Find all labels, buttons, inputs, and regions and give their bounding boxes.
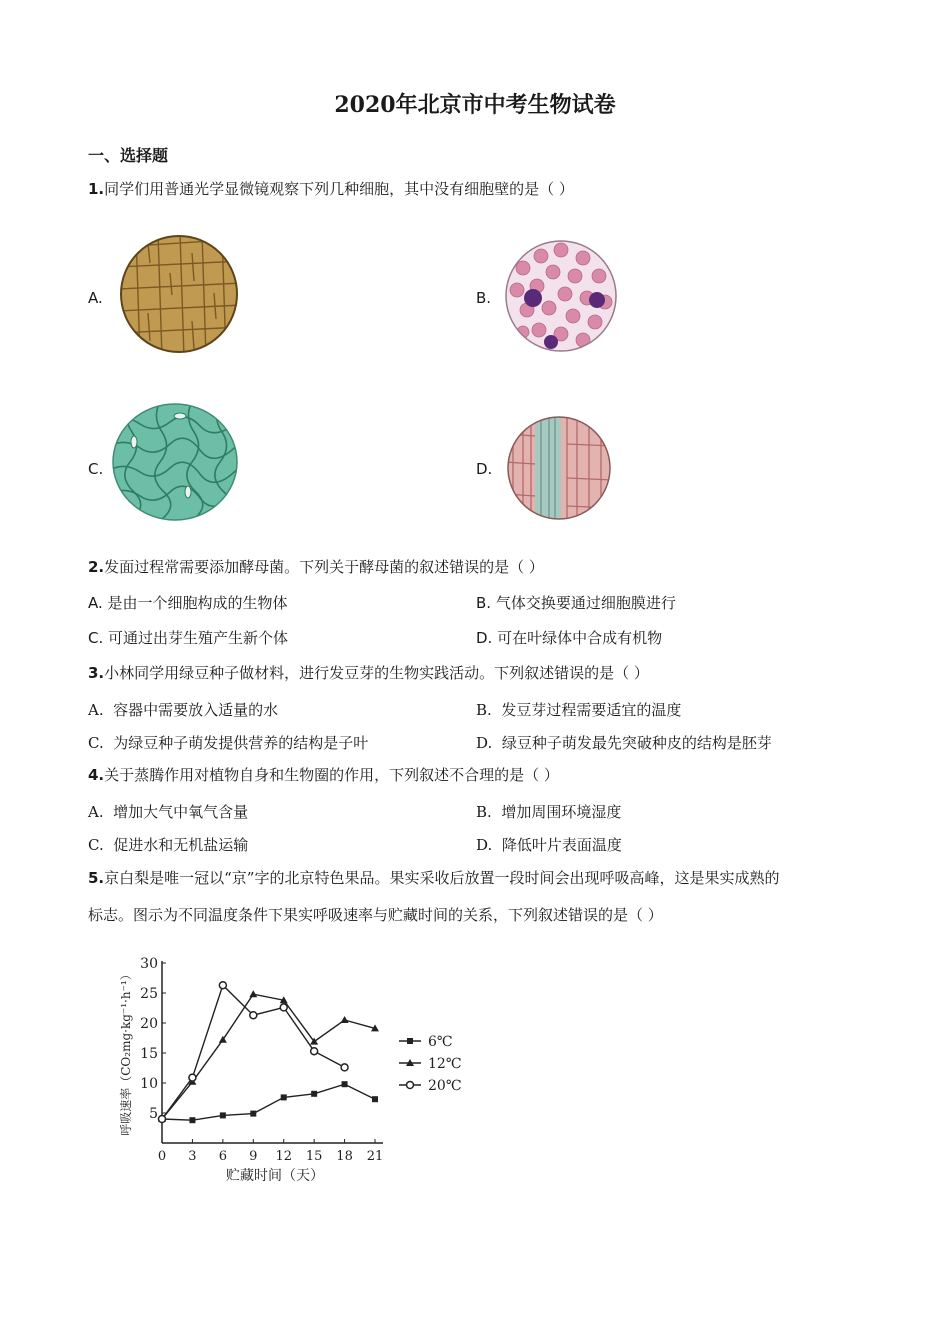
chart-series	[158, 982, 379, 1123]
q4-option-d: D. 降低叶片表面温度	[476, 836, 622, 854]
data-point-circle	[280, 1004, 287, 1011]
page-title: 2020年北京市中考生物试卷	[334, 92, 616, 118]
chart-legend	[399, 1034, 461, 1094]
data-point-circle	[189, 1074, 196, 1081]
data-point-square	[407, 1038, 413, 1044]
data-point-circle	[250, 1012, 257, 1019]
option-b-label: B.	[476, 289, 492, 307]
q3-option-c: C. 为绿豆种子萌发提供营养的结构是子叶	[88, 734, 369, 752]
q3-option-b: B. 发豆芽过程需要适宜的温度	[476, 701, 682, 719]
legend-label: 20℃	[428, 1078, 462, 1094]
data-point-circle	[407, 1082, 414, 1089]
data-point-square	[372, 1096, 378, 1102]
question-text: 同学们用普通光学显微镜观察下列几种细胞，其中没有细胞壁的是（ ）	[104, 180, 574, 198]
x-tick-label: 6	[218, 1149, 227, 1164]
y-tick-label: 5	[149, 1106, 158, 1122]
question-text: 关于蒸腾作用对植物自身和生物圈的作用，下列叙述不合理的是（ ）	[104, 766, 559, 784]
q4-option-c: C. 促进水和无机盐运输	[88, 836, 249, 854]
plant-tissue-cell-image	[505, 414, 613, 522]
section-heading: 一、选择题	[88, 146, 169, 165]
x-tick-label: 3	[188, 1149, 197, 1164]
data-point-square	[189, 1117, 195, 1123]
data-point-triangle	[341, 1016, 349, 1023]
x-tick-label: 12	[275, 1149, 292, 1164]
x-tick-label: 15	[305, 1149, 323, 1164]
legend-entry	[399, 1056, 461, 1072]
blood-cell-image	[503, 238, 619, 354]
data-point-square	[311, 1091, 317, 1097]
leaf-epidermis-stomata-image	[110, 402, 240, 522]
question-number: 2.	[88, 558, 105, 576]
y-tick-label: 20	[140, 1016, 158, 1032]
question-text: 京白梨是唯一冠以“京”字的北京特色果品。果实采收后放置一段时间会出现呼吸高峰，这是果实成熟的	[104, 869, 780, 887]
question-1	[88, 178, 574, 199]
data-point-square	[281, 1094, 287, 1100]
y-axis-label: 呼吸速率（CO₂mg·kg⁻¹·h⁻¹）	[119, 968, 133, 1136]
data-point-square	[250, 1111, 256, 1117]
option-c-label: C.	[88, 460, 104, 478]
x-tick-label: 0	[157, 1149, 167, 1164]
question-number: 1.	[88, 180, 105, 198]
data-point-square	[342, 1081, 348, 1087]
data-point-circle	[311, 1048, 318, 1055]
data-point-circle	[219, 982, 226, 989]
question-text: 小林同学用绿豆种子做材料，进行发豆芽的生物实践活动。下列叙述错误的是（ ）	[104, 664, 649, 682]
chart-ticks	[140, 956, 383, 1164]
legend-entry	[399, 1034, 453, 1050]
question-5-line-2: 标志。图示为不同温度条件下果实呼吸速率与贮藏时间的关系，下列叙述错误的是（ ）	[88, 906, 663, 924]
q3-option-a: A. 容器中需要放入适量的水	[88, 701, 279, 719]
x-tick-label: 9	[249, 1149, 258, 1164]
question-2	[88, 556, 544, 577]
q2-option-b: B. 气体交换要通过细胞膜进行	[476, 594, 676, 612]
data-point-triangle	[249, 990, 257, 997]
x-axis-label: 贮藏时间（天）	[226, 1168, 324, 1184]
onion-epidermis-cell-image	[118, 233, 242, 355]
y-tick-label: 10	[140, 1076, 158, 1092]
question-3	[88, 662, 649, 683]
series-1	[159, 1081, 378, 1123]
legend-label: 12℃	[428, 1056, 462, 1072]
y-tick-label: 15	[140, 1046, 158, 1062]
question-number: 4.	[88, 766, 105, 784]
chart-axes	[162, 961, 383, 1143]
q3-option-d: D. 绿豆种子萌发最先突破种皮的结构是胚芽	[476, 734, 772, 752]
data-point-circle	[341, 1064, 348, 1071]
series-line	[162, 994, 375, 1119]
series-2	[158, 990, 379, 1122]
series-3	[159, 982, 349, 1123]
respiration-rate-chart	[110, 950, 490, 1190]
question-5-line-1	[88, 867, 779, 888]
legend-entry	[399, 1078, 461, 1094]
q2-option-d: D. 可在叶绿体中合成有机物	[476, 629, 663, 647]
q4-option-a: A. 增加大气中氧气含量	[88, 803, 249, 821]
legend-label: 6℃	[428, 1034, 453, 1050]
question-4	[88, 764, 559, 785]
data-point-circle	[159, 1116, 166, 1123]
y-tick-label: 30	[140, 956, 158, 972]
option-a-label: A.	[88, 289, 103, 307]
q2-option-a: A. 是由一个细胞构成的生物体	[88, 594, 288, 612]
question-number: 3.	[88, 664, 105, 682]
q4-option-b: B. 增加周围环境湿度	[476, 803, 622, 821]
y-tick-label: 25	[140, 986, 158, 1002]
option-d-label: D.	[476, 460, 493, 478]
x-tick-label: 18	[336, 1149, 353, 1164]
series-line	[162, 1084, 375, 1120]
question-text: 发面过程常需要添加酵母菌。下列关于酵母菌的叙述错误的是（ ）	[104, 558, 544, 576]
data-point-square	[220, 1112, 226, 1118]
question-number: 5.	[88, 869, 105, 887]
q2-option-c: C. 可通过出芽生殖产生新个体	[88, 629, 289, 647]
x-tick-label: 21	[366, 1149, 384, 1164]
